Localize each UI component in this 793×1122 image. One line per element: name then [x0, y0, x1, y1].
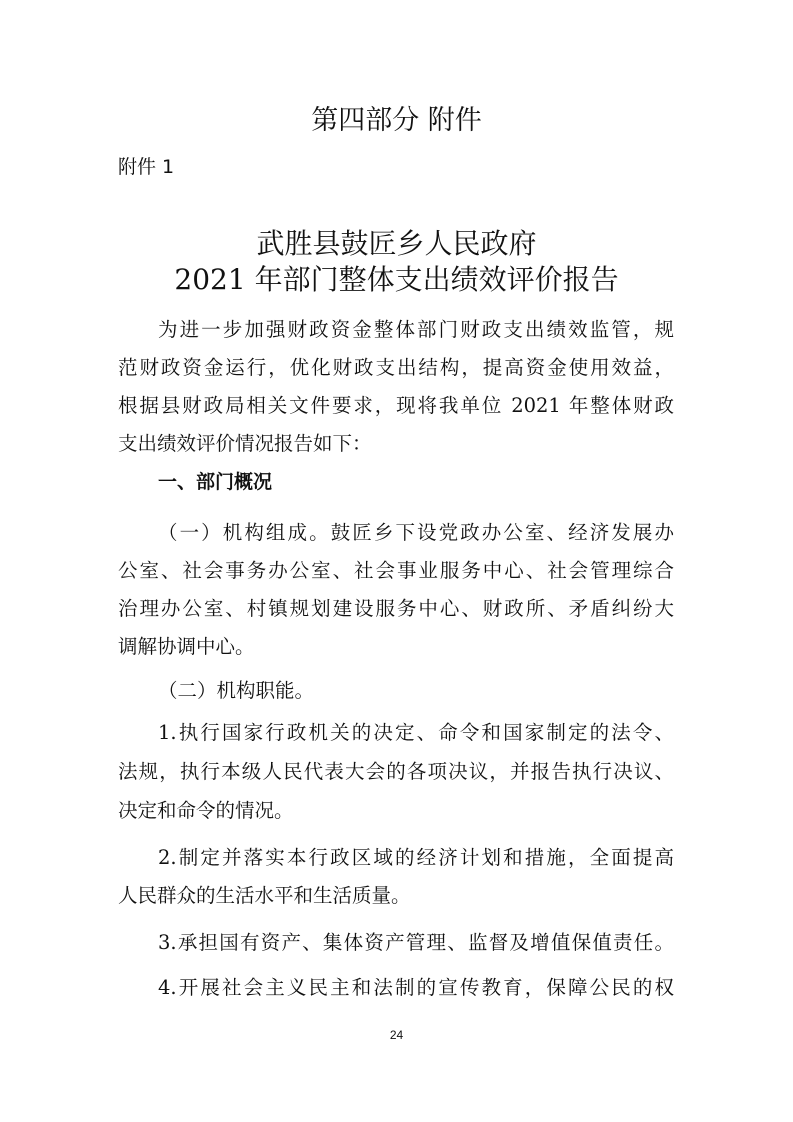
org-composition-line: 调解协调中心。 — [118, 635, 255, 658]
page-number: 24 — [389, 1028, 404, 1042]
intro-line: 范财政资金运行，优化财政支出结构，提高资金使用效益， — [118, 356, 674, 379]
function-item-line: 3.承担国有资产、集体资产管理、监督及增值保值责任。 — [158, 931, 674, 954]
function-item-line: 人民群众的生活水平和生活质量。 — [118, 884, 411, 907]
attachment-label: 附件 1 — [118, 156, 175, 178]
intro-line: 为进一步加强财政资金整体部门财政支出绩效监管，规 — [158, 318, 674, 341]
part-title: 第四部分 附件 — [311, 105, 482, 136]
function-item-line: 法规，执行本级人民代表大会的各项决议，并报告执行决议、 — [118, 760, 674, 783]
org-functions-heading: （二）机构职能。 — [158, 679, 315, 702]
function-item-line: 1.执行国家行政机关的决定、命令和国家制定的法令、 — [158, 721, 674, 744]
report-title-line2: 2021 年部门整体支出绩效评价报告 — [174, 263, 619, 296]
org-composition-line: （一）机构组成。鼓匠乡下设党政办公室、经济发展办 — [158, 521, 674, 544]
intro-line: 根据县财政局相关文件要求，现将我单位 2021 年整体财政 — [118, 394, 674, 417]
report-title-line1: 武胜县鼓匠乡人民政府 — [256, 227, 537, 260]
org-composition-line: 治理办公室、村镇规划建设服务中心、财政所、矛盾纠纷大 — [118, 597, 674, 620]
function-item-line: 2.制定并落实本行政区域的经济计划和措施，全面提高 — [158, 846, 674, 869]
org-composition-line: 公室、社会事务办公室、社会事业服务中心、社会管理综合 — [118, 559, 674, 582]
section-heading: 一、部门概况 — [158, 471, 273, 493]
function-item-line: 决定和命令的情况。 — [118, 799, 294, 822]
intro-line: 支出绩效评价情况报告如下： — [118, 432, 372, 455]
function-item-line: 4.开展社会主义民主和法制的宣传教育，保障公民的权 — [158, 976, 674, 999]
